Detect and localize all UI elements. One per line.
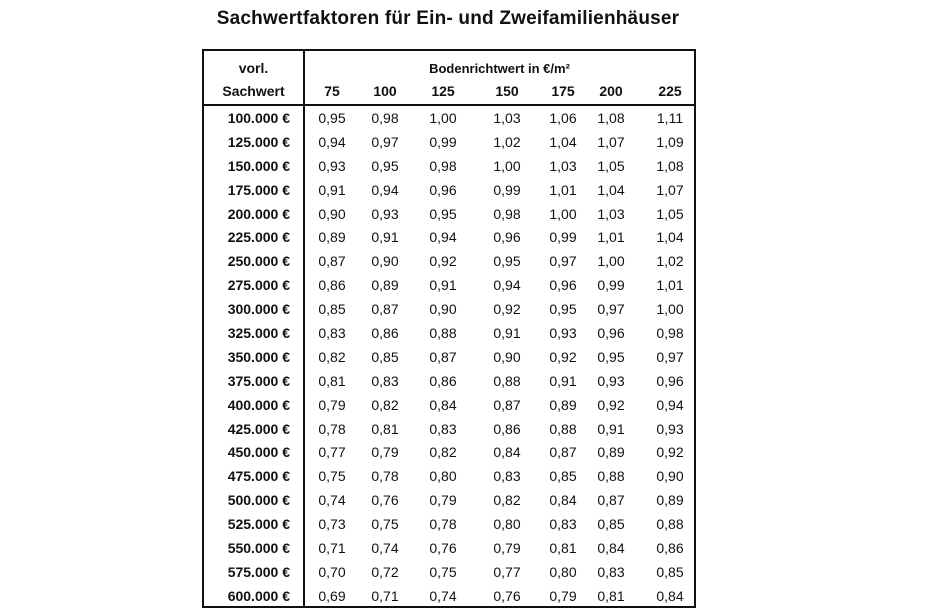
table-cell: 0,74: [429, 587, 457, 604]
table-cell: 0,70: [318, 563, 346, 580]
table-cell: 0,98: [429, 157, 457, 174]
table-cell: 0,82: [318, 348, 346, 365]
table-cell: 1,03: [493, 110, 521, 126]
table-cell: 0,86: [429, 372, 457, 389]
row-cells: [305, 418, 694, 442]
row-label: 300.000 €: [227, 301, 290, 318]
table-cell: 1,00: [549, 205, 577, 222]
table-row: [204, 274, 694, 298]
table-cell: 0,93: [597, 372, 625, 389]
row-label: 400.000 €: [227, 396, 290, 413]
row-cells: [305, 465, 694, 489]
table-cell: 0,98: [656, 325, 684, 342]
table-cell: 0,94: [318, 133, 346, 150]
table-cell: 0,80: [549, 563, 577, 580]
table-cell: 0,89: [371, 277, 399, 294]
row-cells: [305, 561, 694, 585]
table-row: [204, 226, 694, 250]
row-cells: [305, 226, 694, 250]
table-cell: 0,92: [597, 396, 625, 413]
table-cell: 0,89: [318, 229, 346, 246]
row-cells: [305, 441, 694, 465]
table-cell: 0,83: [371, 372, 399, 389]
row-cells: [305, 370, 694, 394]
row-cells: [305, 585, 694, 609]
table-cell: 0,94: [429, 229, 457, 246]
table-cell: 0,91: [371, 229, 399, 246]
table-cell: 0,92: [656, 444, 684, 461]
table-cell: 0,81: [371, 420, 399, 437]
table-row: [204, 489, 694, 513]
table-row: [204, 441, 694, 465]
table-row: [204, 131, 694, 155]
table-cell: 1,11: [656, 110, 684, 126]
table-cell: 0,96: [597, 325, 625, 342]
table-cell: 0,90: [429, 301, 457, 318]
row-label: 550.000 €: [227, 540, 290, 557]
table-cell: 0,90: [318, 205, 346, 222]
row-label: 175.000 €: [227, 181, 290, 198]
table-cell: 1,02: [493, 133, 521, 150]
table-cell: 0,79: [371, 444, 399, 461]
table-cell: 0,71: [318, 540, 346, 557]
table-cell: 0,87: [429, 348, 457, 365]
table-cell: 0,87: [597, 492, 625, 509]
table-cell: 0,87: [318, 253, 346, 270]
table-row: [204, 298, 694, 322]
column-header: 75: [324, 83, 340, 99]
column-group-header: Bodenrichtwert in €/m²: [429, 61, 570, 76]
table-cell: 0,86: [371, 325, 399, 342]
table-cell: 0,78: [371, 468, 399, 485]
row-label: 600.000 €: [227, 587, 290, 604]
table-cell: 0,91: [318, 181, 346, 198]
table-cell: 1,07: [656, 181, 684, 198]
page-title: Sachwertfaktoren für Ein- und Zweifamilienhäuser: [216, 8, 680, 29]
row-label: 500.000 €: [227, 492, 290, 509]
table-cell: 0,78: [318, 420, 346, 437]
table-cell: 0,91: [493, 325, 521, 342]
row-header-line1: vorl.: [238, 60, 269, 76]
column-header: 175: [551, 83, 575, 99]
table-cell: 0,81: [318, 372, 346, 389]
table-cell: 0,74: [371, 540, 399, 557]
table-cell: 0,83: [597, 563, 625, 580]
table-cell: 0,92: [493, 301, 521, 318]
table-row: [204, 418, 694, 442]
row-cells: [305, 346, 694, 370]
table-cell: 1,00: [656, 301, 684, 318]
table-row: [204, 561, 694, 585]
table-row: [204, 370, 694, 394]
row-cells: [305, 274, 694, 298]
table-cell: 0,95: [318, 110, 346, 126]
table-cell: 0,75: [429, 563, 457, 580]
table-cell: 0,77: [493, 563, 521, 580]
table-cell: 0,81: [597, 587, 625, 604]
column-header: 200: [599, 83, 623, 99]
column-header: 125: [431, 83, 455, 99]
table-row: [204, 203, 694, 227]
table-cell: 0,86: [318, 277, 346, 294]
table-cell: 0,95: [429, 205, 457, 222]
table-cell: 0,76: [493, 587, 521, 604]
row-cells: [305, 537, 694, 561]
table-cell: 0,83: [429, 420, 457, 437]
row-label: 200.000 €: [227, 205, 290, 222]
table-cell: 0,80: [493, 516, 521, 533]
table-cell: 1,04: [656, 229, 684, 246]
table-row: [204, 179, 694, 203]
table-cell: 0,85: [597, 516, 625, 533]
table-cell: 0,99: [549, 229, 577, 246]
table-cell: 1,08: [597, 110, 625, 126]
table-cell: 0,99: [429, 133, 457, 150]
row-label: 450.000 €: [227, 444, 290, 461]
table-cell: 0,90: [493, 348, 521, 365]
column-header: 150: [495, 83, 519, 99]
table-cell: 0,84: [597, 540, 625, 557]
table-row: [204, 322, 694, 346]
row-label: 225.000 €: [227, 229, 290, 246]
table-cell: 0,89: [656, 492, 684, 509]
row-cells: [305, 203, 694, 227]
table-cell: 0,75: [318, 468, 346, 485]
header-divider: [204, 104, 694, 106]
table-cell: 0,84: [429, 396, 457, 413]
table-cell: 0,82: [493, 492, 521, 509]
table-cell: 0,94: [493, 277, 521, 294]
table-cell: 0,80: [429, 468, 457, 485]
table-cell: 0,84: [549, 492, 577, 509]
row-label: 275.000 €: [227, 277, 290, 294]
row-cells: [305, 489, 694, 513]
sachwertfaktoren-table: [202, 49, 696, 608]
table-cell: 0,88: [549, 420, 577, 437]
table-cell: 0,88: [597, 468, 625, 485]
table-cell: 0,95: [549, 301, 577, 318]
table-cell: 0,77: [318, 444, 346, 461]
row-label: 100.000 €: [227, 110, 290, 126]
table-cell: 0,99: [597, 277, 625, 294]
table-row: [204, 537, 694, 561]
table-cell: 0,79: [493, 540, 521, 557]
table-cell: 0,75: [371, 516, 399, 533]
row-label: 250.000 €: [227, 253, 290, 270]
table-cell: 0,89: [597, 444, 625, 461]
row-cells: [305, 394, 694, 418]
row-cells: [305, 107, 694, 131]
table-cell: 0,96: [549, 277, 577, 294]
row-header-line2: Sachwert: [222, 83, 285, 99]
table-cell: 0,83: [318, 325, 346, 342]
table-cell: 1,04: [549, 133, 577, 150]
row-cells: [305, 155, 694, 179]
table-cell: 1,01: [549, 181, 577, 198]
table-cell: 0,79: [549, 587, 577, 604]
table-cell: 0,88: [429, 325, 457, 342]
table-cell: 0,85: [549, 468, 577, 485]
table-cell: 0,96: [656, 372, 684, 389]
table-cell: 1,03: [597, 205, 625, 222]
table-cell: 0,92: [429, 253, 457, 270]
table-cell: 0,93: [318, 157, 346, 174]
table-cell: 0,94: [656, 396, 684, 413]
table-cell: 1,00: [597, 253, 625, 270]
row-label: 375.000 €: [227, 372, 290, 389]
table-row: [204, 346, 694, 370]
table-cell: 0,97: [371, 133, 399, 150]
table-cell: 1,09: [656, 133, 684, 150]
table-cell: 0,96: [493, 229, 521, 246]
table-cell: 0,98: [371, 110, 399, 126]
table-cell: 0,88: [493, 372, 521, 389]
table-cell: 1,01: [597, 229, 625, 246]
table-row: [204, 107, 694, 131]
row-label: 425.000 €: [227, 420, 290, 437]
row-label: 525.000 €: [227, 516, 290, 533]
column-header: 225: [658, 83, 682, 99]
table-cell: 1,02: [656, 253, 684, 270]
table-cell: 0,82: [429, 444, 457, 461]
table-cell: 0,91: [549, 372, 577, 389]
table-row: [204, 155, 694, 179]
table-cell: 0,85: [318, 301, 346, 318]
table-cell: 0,72: [371, 563, 399, 580]
row-label: 350.000 €: [227, 348, 290, 365]
table-cell: 0,95: [371, 157, 399, 174]
table-cell: 0,87: [493, 396, 521, 413]
table-cell: 0,97: [549, 253, 577, 270]
table-cell: 0,98: [493, 205, 521, 222]
table-cell: 0,84: [493, 444, 521, 461]
table-cell: 0,96: [429, 181, 457, 198]
table-cell: 1,01: [656, 277, 684, 294]
table-cell: 1,00: [493, 157, 521, 174]
table-cell: 0,97: [656, 348, 684, 365]
table-cell: 1,05: [656, 205, 684, 222]
table-cell: 0,89: [549, 396, 577, 413]
table-row: [204, 465, 694, 489]
row-cells: [305, 250, 694, 274]
table-cell: 0,92: [549, 348, 577, 365]
row-cells: [305, 131, 694, 155]
table-cell: 0,95: [493, 253, 521, 270]
table-cell: 0,93: [549, 325, 577, 342]
table-row: [204, 585, 694, 609]
row-label: 325.000 €: [227, 325, 290, 342]
table-cell: 1,04: [597, 181, 625, 198]
table-cell: 0,86: [493, 420, 521, 437]
table-cell: 0,78: [429, 516, 457, 533]
row-cells: [305, 322, 694, 346]
row-label: 125.000 €: [227, 133, 290, 150]
table-cell: 0,71: [371, 587, 399, 604]
table-cell: 0,81: [549, 540, 577, 557]
table-cell: 0,76: [371, 492, 399, 509]
table-cell: 0,79: [318, 396, 346, 413]
row-label: 575.000 €: [227, 563, 290, 580]
table-cell: 0,73: [318, 516, 346, 533]
table-cell: 0,83: [493, 468, 521, 485]
table-cell: 0,90: [656, 468, 684, 485]
table-body: [204, 107, 694, 609]
table-cell: 0,91: [597, 420, 625, 437]
table-cell: 1,06: [549, 110, 577, 126]
column-headers: [305, 83, 694, 101]
table-cell: 0,85: [656, 563, 684, 580]
table-cell: 0,87: [371, 301, 399, 318]
table-cell: 0,91: [429, 277, 457, 294]
table-cell: 0,69: [318, 587, 346, 604]
table-cell: 0,79: [429, 492, 457, 509]
table-cell: 0,85: [371, 348, 399, 365]
table-cell: 0,87: [549, 444, 577, 461]
table-cell: 0,74: [318, 492, 346, 509]
row-label: 150.000 €: [227, 157, 290, 174]
table-cell: 0,99: [493, 181, 521, 198]
table-cell: 1,05: [597, 157, 625, 174]
table-row: [204, 513, 694, 537]
table-cell: 0,76: [429, 540, 457, 557]
table-cell: 0,83: [549, 516, 577, 533]
table-cell: 0,94: [371, 181, 399, 198]
table-cell: 0,90: [371, 253, 399, 270]
column-header: 100: [373, 83, 397, 99]
table-cell: 0,84: [656, 587, 684, 604]
table-cell: 0,97: [597, 301, 625, 318]
table-cell: 1,03: [549, 157, 577, 174]
table-cell: 0,82: [371, 396, 399, 413]
row-cells: [305, 298, 694, 322]
table-cell: 0,88: [656, 516, 684, 533]
table-cell: 0,93: [656, 420, 684, 437]
table-cell: 1,00: [429, 110, 457, 126]
row-cells: [305, 179, 694, 203]
row-cells: [305, 513, 694, 537]
table-cell: 0,86: [656, 540, 684, 557]
row-label: 475.000 €: [227, 468, 290, 485]
table-cell: 0,93: [371, 205, 399, 222]
table-cell: 1,08: [656, 157, 684, 174]
table-row: [204, 394, 694, 418]
table-cell: 0,95: [597, 348, 625, 365]
table-row: [204, 250, 694, 274]
table-cell: 1,07: [597, 133, 625, 150]
